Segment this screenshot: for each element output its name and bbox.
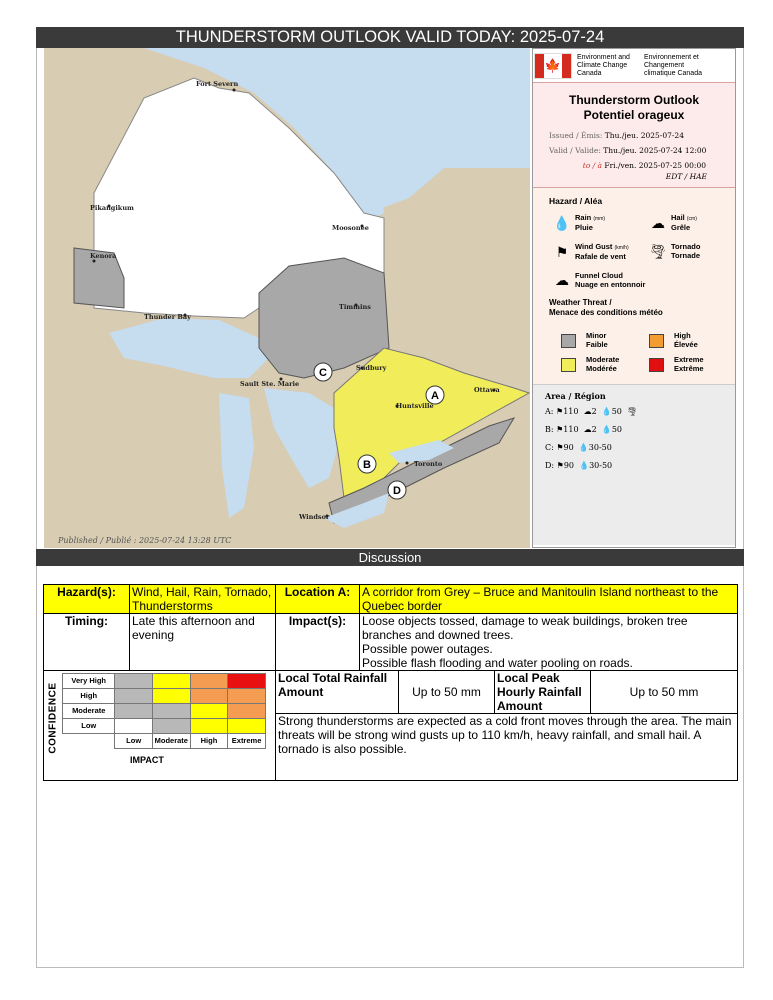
city-ottawa: Ottawa bbox=[474, 386, 500, 394]
legend-wind-gust: ⚑ Wind Gust (km/h) Rafale de vent bbox=[549, 243, 629, 261]
legend-minor: Minor Faible bbox=[561, 332, 608, 349]
canada-flag-icon: 🍁 bbox=[534, 53, 572, 79]
city-toronto: Toronto bbox=[414, 460, 443, 468]
confidence-axis-label: CONFIDENCE bbox=[47, 682, 59, 754]
city-windsor: Windsor bbox=[299, 513, 330, 521]
tornado-icon: 🌪 bbox=[627, 407, 638, 416]
city-fort-severn: Fort Severn bbox=[196, 80, 239, 88]
outlook-info-box bbox=[533, 82, 735, 188]
city-sault-ste-marie: Sault Ste. Marie bbox=[240, 380, 300, 388]
area-row-d: D: ⚑90 💧30-50 bbox=[545, 461, 613, 470]
hazard-row bbox=[44, 585, 738, 614]
timing-label: Timing: bbox=[44, 614, 130, 671]
area-legend bbox=[533, 385, 735, 545]
lake-michigan bbox=[219, 393, 254, 518]
impacts-value: Loose objects tossed, damage to weak buildings, broken tree branches and downed trees. Possible power outages. Possible flash flooding and water pooling on roads. bbox=[360, 614, 738, 671]
area-row-b: B: ⚑110 ☁2 💧50 bbox=[545, 425, 622, 434]
city-moosonee: Moosonee bbox=[332, 224, 369, 232]
discussion-header: Discussion bbox=[36, 549, 744, 566]
lake-huron bbox=[264, 388, 339, 488]
impacts-label: Impact(s): bbox=[276, 614, 360, 671]
impact-axis-label: IMPACT bbox=[130, 755, 164, 765]
timing-value: Late this afternoon and evening bbox=[130, 614, 276, 671]
legend-tornado: 🌪 Tornado Tornade bbox=[645, 243, 700, 260]
rainfall-row bbox=[44, 671, 738, 714]
lake-superior bbox=[109, 318, 269, 378]
confidence-impact-matrix bbox=[44, 671, 276, 781]
hazard-legend bbox=[533, 188, 735, 385]
matrix-grid: Very High High Moderate Low Low Moderate High Extreme bbox=[62, 673, 266, 749]
hazards-value: Wind, Hail, Rain, Tornado, Thunderstorms bbox=[130, 585, 276, 614]
hazard-title: Hazard / Aléa bbox=[549, 196, 603, 206]
city-kenora: Kenora bbox=[90, 252, 117, 260]
rain-total-value: Up to 50 mm bbox=[399, 671, 495, 714]
area-label-c bbox=[314, 363, 332, 381]
outlook-title: THUNDERSTORM OUTLOOK VALID TODAY: 2025-07-24 bbox=[36, 27, 744, 48]
rain-peak-value: Up to 50 mm bbox=[591, 671, 738, 714]
legend-rain: 💧 Rain (mm) Pluie bbox=[549, 214, 605, 232]
ontario-map-svg bbox=[44, 48, 530, 548]
area-label-d bbox=[388, 481, 406, 499]
issued-row: Issued / Émis: Thu./jeu. 2025-07-24 bbox=[549, 131, 684, 140]
outlook-map bbox=[44, 48, 530, 548]
city-sudbury: Sudbury bbox=[356, 364, 387, 372]
valid-row: Valid / Valide: Thu./jeu. 2025-07-24 12:00 bbox=[549, 146, 707, 155]
legend-moderate: Moderate Modérée bbox=[561, 356, 619, 373]
svg-text:D: D bbox=[393, 485, 401, 497]
org-english: Environment and Climate Change Canada bbox=[577, 53, 630, 77]
weather-threat-title: Weather Threat / Menace des conditions météo bbox=[549, 298, 663, 317]
legend-funnel-cloud: ☁ Funnel Cloud Nuage en entonnoir bbox=[549, 272, 645, 289]
legend-high: High Élevée bbox=[649, 332, 698, 349]
threat-minor-north bbox=[259, 258, 389, 378]
to-row: to / à Fri./ven. 2025-07-25 00:00 bbox=[582, 161, 707, 170]
rain-peak-label: Local Peak Hourly Rainfall Amount bbox=[495, 671, 591, 714]
rain-icon: 💧 bbox=[553, 214, 571, 231]
published-timestamp: Published / Publié : 2025-07-24 13:28 UTC bbox=[58, 536, 232, 545]
wind-flag-icon: ⚑ bbox=[555, 243, 569, 260]
area-row-c: C: ⚑90 💧30-50 bbox=[545, 443, 612, 452]
discussion-table bbox=[43, 584, 738, 781]
org-french: Environnement et Changement climatique Canada bbox=[644, 53, 702, 77]
discussion-summary: Strong thunderstorms are expected as a cold front moves through the area. The main threats will be strong wind gusts up to 110 km/h, heavy rainfall, and small hail. A tornado is also possible. bbox=[276, 714, 738, 781]
location-value: A corridor from Grey – Bruce and Manitoulin Island northeast to the Quebec border bbox=[360, 585, 738, 614]
city-thunder-bay: Thunder Bay bbox=[144, 313, 191, 321]
hazards-label: Hazard(s): bbox=[44, 585, 130, 614]
hail-icon: ☁ bbox=[651, 214, 665, 231]
city-pikangikum: Pikangikum bbox=[90, 204, 134, 212]
area-row-a: A: ⚑110 ☁2 💧50 🌪 bbox=[545, 407, 638, 416]
legend-title-en: Thunderstorm Outlook bbox=[569, 93, 699, 107]
eccc-header bbox=[533, 49, 735, 82]
tornado-icon: 🌪 bbox=[649, 243, 667, 260]
legend-panel bbox=[532, 48, 736, 548]
city-huntsville: Huntsville bbox=[396, 402, 434, 410]
timezone: EDT / HAE bbox=[665, 172, 707, 181]
funnel-cloud-icon: ☁ bbox=[555, 272, 569, 289]
svg-text:C: C bbox=[319, 367, 327, 379]
location-label: Location A: bbox=[276, 585, 360, 614]
legend-extreme: Extreme Extrême bbox=[649, 356, 704, 373]
area-label-b bbox=[358, 455, 376, 473]
legend-title-fr: Potentiel orageux bbox=[583, 108, 685, 122]
timing-row bbox=[44, 614, 738, 671]
city-timmins: Timmins bbox=[339, 303, 371, 311]
rain-total-label: Local Total Rainfall Amount bbox=[276, 671, 399, 714]
area-title: Area / Région bbox=[545, 391, 606, 401]
svg-text:B: B bbox=[363, 459, 371, 471]
svg-text:A: A bbox=[431, 390, 439, 402]
legend-hail: ☁ Hail (cm) Grêle bbox=[645, 214, 697, 232]
